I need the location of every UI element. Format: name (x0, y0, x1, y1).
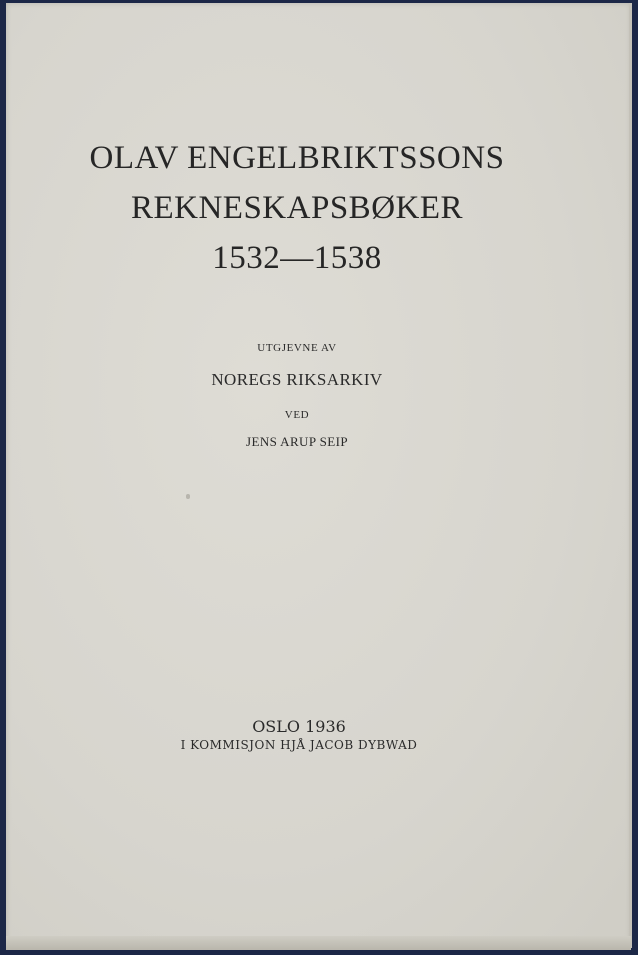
edited-by-label: UTGJEVNE AV (257, 342, 337, 354)
page-edge-right (629, 3, 632, 948)
paper-speck (186, 494, 190, 499)
page-edge-bottom (6, 936, 631, 950)
imprint-place-year: OSLO 1936 (252, 717, 346, 736)
title-line-1: OLAV ENGELBRIKTSSONS (89, 140, 505, 176)
publisher-name: NOREGS RIKSARKIV (211, 370, 383, 389)
title-years: 1532—1538 (212, 240, 382, 276)
imprint-distributor: I KOMMISJON HJÅ JACOB DYBWAD (180, 738, 418, 752)
title-line-2: REKNESKAPSBØKER (130, 190, 464, 226)
by-label: VED (284, 409, 310, 421)
editor-name: JENS ARUP SEIP (246, 434, 348, 449)
